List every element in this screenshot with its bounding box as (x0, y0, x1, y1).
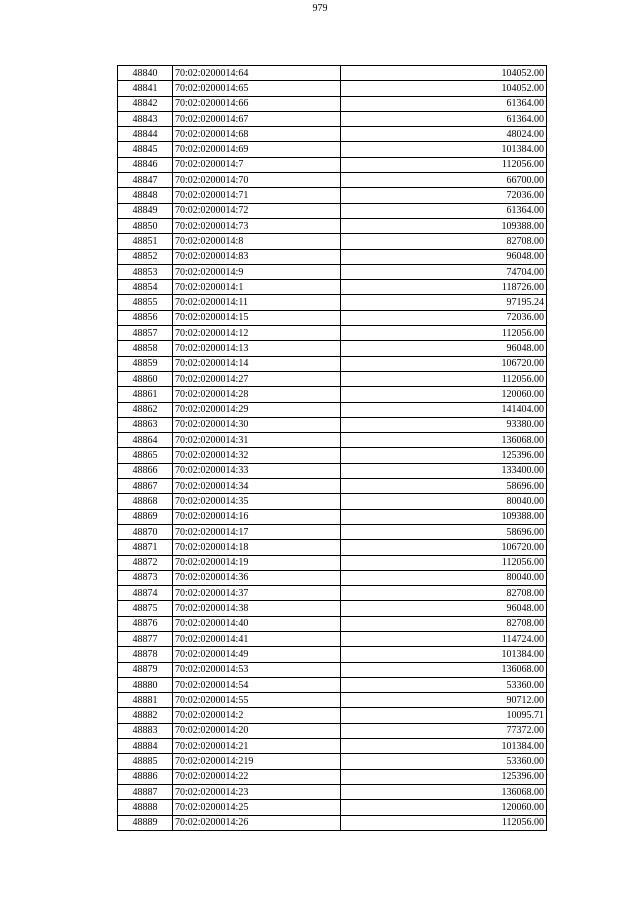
cadastral-number: 70:02:0200014:66 (173, 96, 341, 111)
table-row (118, 417, 547, 432)
cadastral-number: 70:02:0200014:67 (173, 111, 341, 126)
table-row (118, 616, 547, 631)
cadastral-value: 74704.00 (341, 264, 547, 279)
cadastral-number: 70:02:0200014:27 (173, 371, 341, 386)
row-number: 48879 (118, 662, 173, 677)
table-row (118, 173, 547, 188)
cadastral-value: 106720.00 (341, 540, 547, 555)
row-number: 48877 (118, 631, 173, 646)
cadastral-value: 141404.00 (341, 402, 547, 417)
cadastral-value: 133400.00 (341, 463, 547, 478)
row-number: 48883 (118, 723, 173, 738)
table-row (118, 662, 547, 677)
row-number: 48860 (118, 371, 173, 386)
cadastral-number: 70:02:0200014:54 (173, 677, 341, 692)
cadastral-number: 70:02:0200014:30 (173, 417, 341, 432)
row-number: 48850 (118, 218, 173, 233)
cadastral-value: 10095.71 (341, 708, 547, 723)
cadastral-value: 96048.00 (341, 601, 547, 616)
table-row (118, 463, 547, 478)
cadastral-number: 70:02:0200014:32 (173, 448, 341, 463)
cadastral-number: 70:02:0200014:37 (173, 586, 341, 601)
cadastral-value: 58696.00 (341, 524, 547, 539)
table-row (118, 280, 547, 295)
row-number: 48844 (118, 127, 173, 142)
cadastral-value: 97195.24 (341, 295, 547, 310)
cadastral-number: 70:02:0200014:25 (173, 800, 341, 815)
row-number: 48855 (118, 295, 173, 310)
cadastral-value: 82708.00 (341, 616, 547, 631)
table-row (118, 524, 547, 539)
row-number: 48847 (118, 173, 173, 188)
cadastral-number: 70:02:0200014:36 (173, 570, 341, 585)
cadastral-value: 72036.00 (341, 310, 547, 325)
cadastral-value-table (117, 65, 547, 831)
cadastral-value: 120060.00 (341, 387, 547, 402)
row-number: 48840 (118, 66, 173, 81)
row-number: 48857 (118, 326, 173, 341)
table-row (118, 677, 547, 692)
cadastral-value: 125396.00 (341, 448, 547, 463)
cadastral-number: 70:02:0200014:35 (173, 494, 341, 509)
cadastral-number: 70:02:0200014:22 (173, 769, 341, 784)
table-row (118, 739, 547, 754)
table-row (118, 402, 547, 417)
table-row (118, 723, 547, 738)
row-number: 48873 (118, 570, 173, 585)
cadastral-value: 112056.00 (341, 371, 547, 386)
cadastral-number: 70:02:0200014:53 (173, 662, 341, 677)
table-row (118, 555, 547, 570)
cadastral-number: 70:02:0200014:11 (173, 295, 341, 310)
table-row (118, 631, 547, 646)
row-number: 48842 (118, 96, 173, 111)
row-number: 48871 (118, 540, 173, 555)
row-number: 48843 (118, 111, 173, 126)
row-number: 48888 (118, 800, 173, 815)
table-row (118, 433, 547, 448)
row-number: 48875 (118, 601, 173, 616)
cadastral-value: 101384.00 (341, 647, 547, 662)
row-number: 48865 (118, 448, 173, 463)
row-number: 48841 (118, 81, 173, 96)
row-number: 48851 (118, 234, 173, 249)
cadastral-number: 70:02:0200014:70 (173, 173, 341, 188)
table-row (118, 754, 547, 769)
cadastral-number: 70:02:0200014:13 (173, 341, 341, 356)
table-row (118, 234, 547, 249)
row-number: 48874 (118, 586, 173, 601)
table-row (118, 769, 547, 784)
row-number: 48856 (118, 310, 173, 325)
cadastral-value: 112056.00 (341, 326, 547, 341)
cadastral-number: 70:02:0200014:31 (173, 433, 341, 448)
cadastral-value: 96048.00 (341, 341, 547, 356)
row-number: 48876 (118, 616, 173, 631)
cadastral-number: 70:02:0200014:68 (173, 127, 341, 142)
table-row (118, 494, 547, 509)
cadastral-number: 70:02:0200014:33 (173, 463, 341, 478)
cadastral-value: 93380.00 (341, 417, 547, 432)
cadastral-value: 101384.00 (341, 142, 547, 157)
cadastral-number: 70:02:0200014:12 (173, 326, 341, 341)
cadastral-number: 70:02:0200014:64 (173, 66, 341, 81)
row-number: 48862 (118, 402, 173, 417)
cadastral-number: 70:02:0200014:71 (173, 188, 341, 203)
table-row (118, 326, 547, 341)
cadastral-number: 70:02:0200014:83 (173, 249, 341, 264)
row-number: 48882 (118, 708, 173, 723)
cadastral-number: 70:02:0200014:14 (173, 356, 341, 371)
row-number: 48886 (118, 769, 173, 784)
table-row (118, 693, 547, 708)
table-row (118, 509, 547, 524)
table-row (118, 264, 547, 279)
cadastral-value: 136068.00 (341, 433, 547, 448)
cadastral-number: 70:02:0200014:40 (173, 616, 341, 631)
cadastral-value: 48024.00 (341, 127, 547, 142)
cadastral-number: 70:02:0200014:2 (173, 708, 341, 723)
cadastral-number: 70:02:0200014:38 (173, 601, 341, 616)
row-number: 48880 (118, 677, 173, 692)
cadastral-value: 61364.00 (341, 203, 547, 218)
cadastral-number: 70:02:0200014:73 (173, 218, 341, 233)
cadastral-number: 70:02:0200014:20 (173, 723, 341, 738)
table-row (118, 188, 547, 203)
row-number: 48859 (118, 356, 173, 371)
table-row (118, 295, 547, 310)
cadastral-value: 114724.00 (341, 631, 547, 646)
cadastral-value: 66700.00 (341, 173, 547, 188)
table-row (118, 540, 547, 555)
cadastral-value: 118726.00 (341, 280, 547, 295)
cadastral-value: 125396.00 (341, 769, 547, 784)
cadastral-number: 70:02:0200014:15 (173, 310, 341, 325)
cadastral-value: 96048.00 (341, 249, 547, 264)
table-body (118, 66, 547, 831)
cadastral-value: 112056.00 (341, 815, 547, 830)
cadastral-number: 70:02:0200014:34 (173, 479, 341, 494)
row-number: 48866 (118, 463, 173, 478)
cadastral-number: 70:02:0200014:26 (173, 815, 341, 830)
row-number: 48868 (118, 494, 173, 509)
cadastral-number: 70:02:0200014:29 (173, 402, 341, 417)
table-row (118, 81, 547, 96)
table-row (118, 784, 547, 799)
table-row (118, 249, 547, 264)
row-number: 48849 (118, 203, 173, 218)
cadastral-value: 90712.00 (341, 693, 547, 708)
table-row (118, 356, 547, 371)
row-number: 48885 (118, 754, 173, 769)
table-row (118, 586, 547, 601)
table-row (118, 96, 547, 111)
cadastral-value: 72036.00 (341, 188, 547, 203)
row-number: 48863 (118, 417, 173, 432)
table-row (118, 601, 547, 616)
cadastral-value: 106720.00 (341, 356, 547, 371)
cadastral-value: 61364.00 (341, 96, 547, 111)
cadastral-number: 70:02:0200014:16 (173, 509, 341, 524)
cadastral-value: 58696.00 (341, 479, 547, 494)
row-number: 48870 (118, 524, 173, 539)
table-row (118, 310, 547, 325)
cadastral-value: 136068.00 (341, 784, 547, 799)
cadastral-number: 70:02:0200014:23 (173, 784, 341, 799)
cadastral-number: 70:02:0200014:21 (173, 739, 341, 754)
table-row (118, 387, 547, 402)
table-row (118, 479, 547, 494)
table-row (118, 708, 547, 723)
cadastral-number: 70:02:0200014:41 (173, 631, 341, 646)
cadastral-value: 104052.00 (341, 81, 547, 96)
cadastral-value: 80040.00 (341, 570, 547, 585)
row-number: 48869 (118, 509, 173, 524)
table-row (118, 142, 547, 157)
table-row (118, 371, 547, 386)
table-row (118, 203, 547, 218)
cadastral-number: 70:02:0200014:18 (173, 540, 341, 555)
cadastral-number: 70:02:0200014:9 (173, 264, 341, 279)
row-number: 48887 (118, 784, 173, 799)
cadastral-number: 70:02:0200014:69 (173, 142, 341, 157)
cadastral-number: 70:02:0200014:1 (173, 280, 341, 295)
cadastral-number: 70:02:0200014:65 (173, 81, 341, 96)
cadastral-value: 82708.00 (341, 586, 547, 601)
row-number: 48852 (118, 249, 173, 264)
table-row (118, 66, 547, 81)
row-number: 48845 (118, 142, 173, 157)
row-number: 48864 (118, 433, 173, 448)
cadastral-number: 70:02:0200014:17 (173, 524, 341, 539)
table-row (118, 570, 547, 585)
cadastral-value: 53360.00 (341, 677, 547, 692)
cadastral-value: 109388.00 (341, 218, 547, 233)
table-row (118, 815, 547, 830)
row-number: 48889 (118, 815, 173, 830)
row-number: 48881 (118, 693, 173, 708)
cadastral-value: 101384.00 (341, 739, 547, 754)
table-row (118, 157, 547, 172)
row-number: 48867 (118, 479, 173, 494)
cadastral-number: 70:02:0200014:72 (173, 203, 341, 218)
row-number: 48878 (118, 647, 173, 662)
row-number: 48846 (118, 157, 173, 172)
cadastral-value: 80040.00 (341, 494, 547, 509)
table-row (118, 647, 547, 662)
row-number: 48858 (118, 341, 173, 356)
cadastral-number: 70:02:0200014:8 (173, 234, 341, 249)
table-row (118, 341, 547, 356)
cadastral-value: 61364.00 (341, 111, 547, 126)
cadastral-value: 112056.00 (341, 555, 547, 570)
cadastral-number: 70:02:0200014:7 (173, 157, 341, 172)
cadastral-number: 70:02:0200014:219 (173, 754, 341, 769)
cadastral-value: 104052.00 (341, 66, 547, 81)
row-number: 48848 (118, 188, 173, 203)
row-number: 48884 (118, 739, 173, 754)
table-row (118, 218, 547, 233)
row-number: 48853 (118, 264, 173, 279)
cadastral-value: 120060.00 (341, 800, 547, 815)
page-number: 979 (312, 3, 328, 14)
row-number: 48872 (118, 555, 173, 570)
cadastral-value: 82708.00 (341, 234, 547, 249)
cadastral-value: 77372.00 (341, 723, 547, 738)
cadastral-number: 70:02:0200014:28 (173, 387, 341, 402)
table-row (118, 800, 547, 815)
table-row (118, 111, 547, 126)
cadastral-number: 70:02:0200014:19 (173, 555, 341, 570)
cadastral-number: 70:02:0200014:49 (173, 647, 341, 662)
cadastral-value: 109388.00 (341, 509, 547, 524)
cadastral-value: 53360.00 (341, 754, 547, 769)
row-number: 48854 (118, 280, 173, 295)
table-row (118, 448, 547, 463)
cadastral-value: 136068.00 (341, 662, 547, 677)
cadastral-number: 70:02:0200014:55 (173, 693, 341, 708)
table-row (118, 127, 547, 142)
cadastral-value: 112056.00 (341, 157, 547, 172)
row-number: 48861 (118, 387, 173, 402)
